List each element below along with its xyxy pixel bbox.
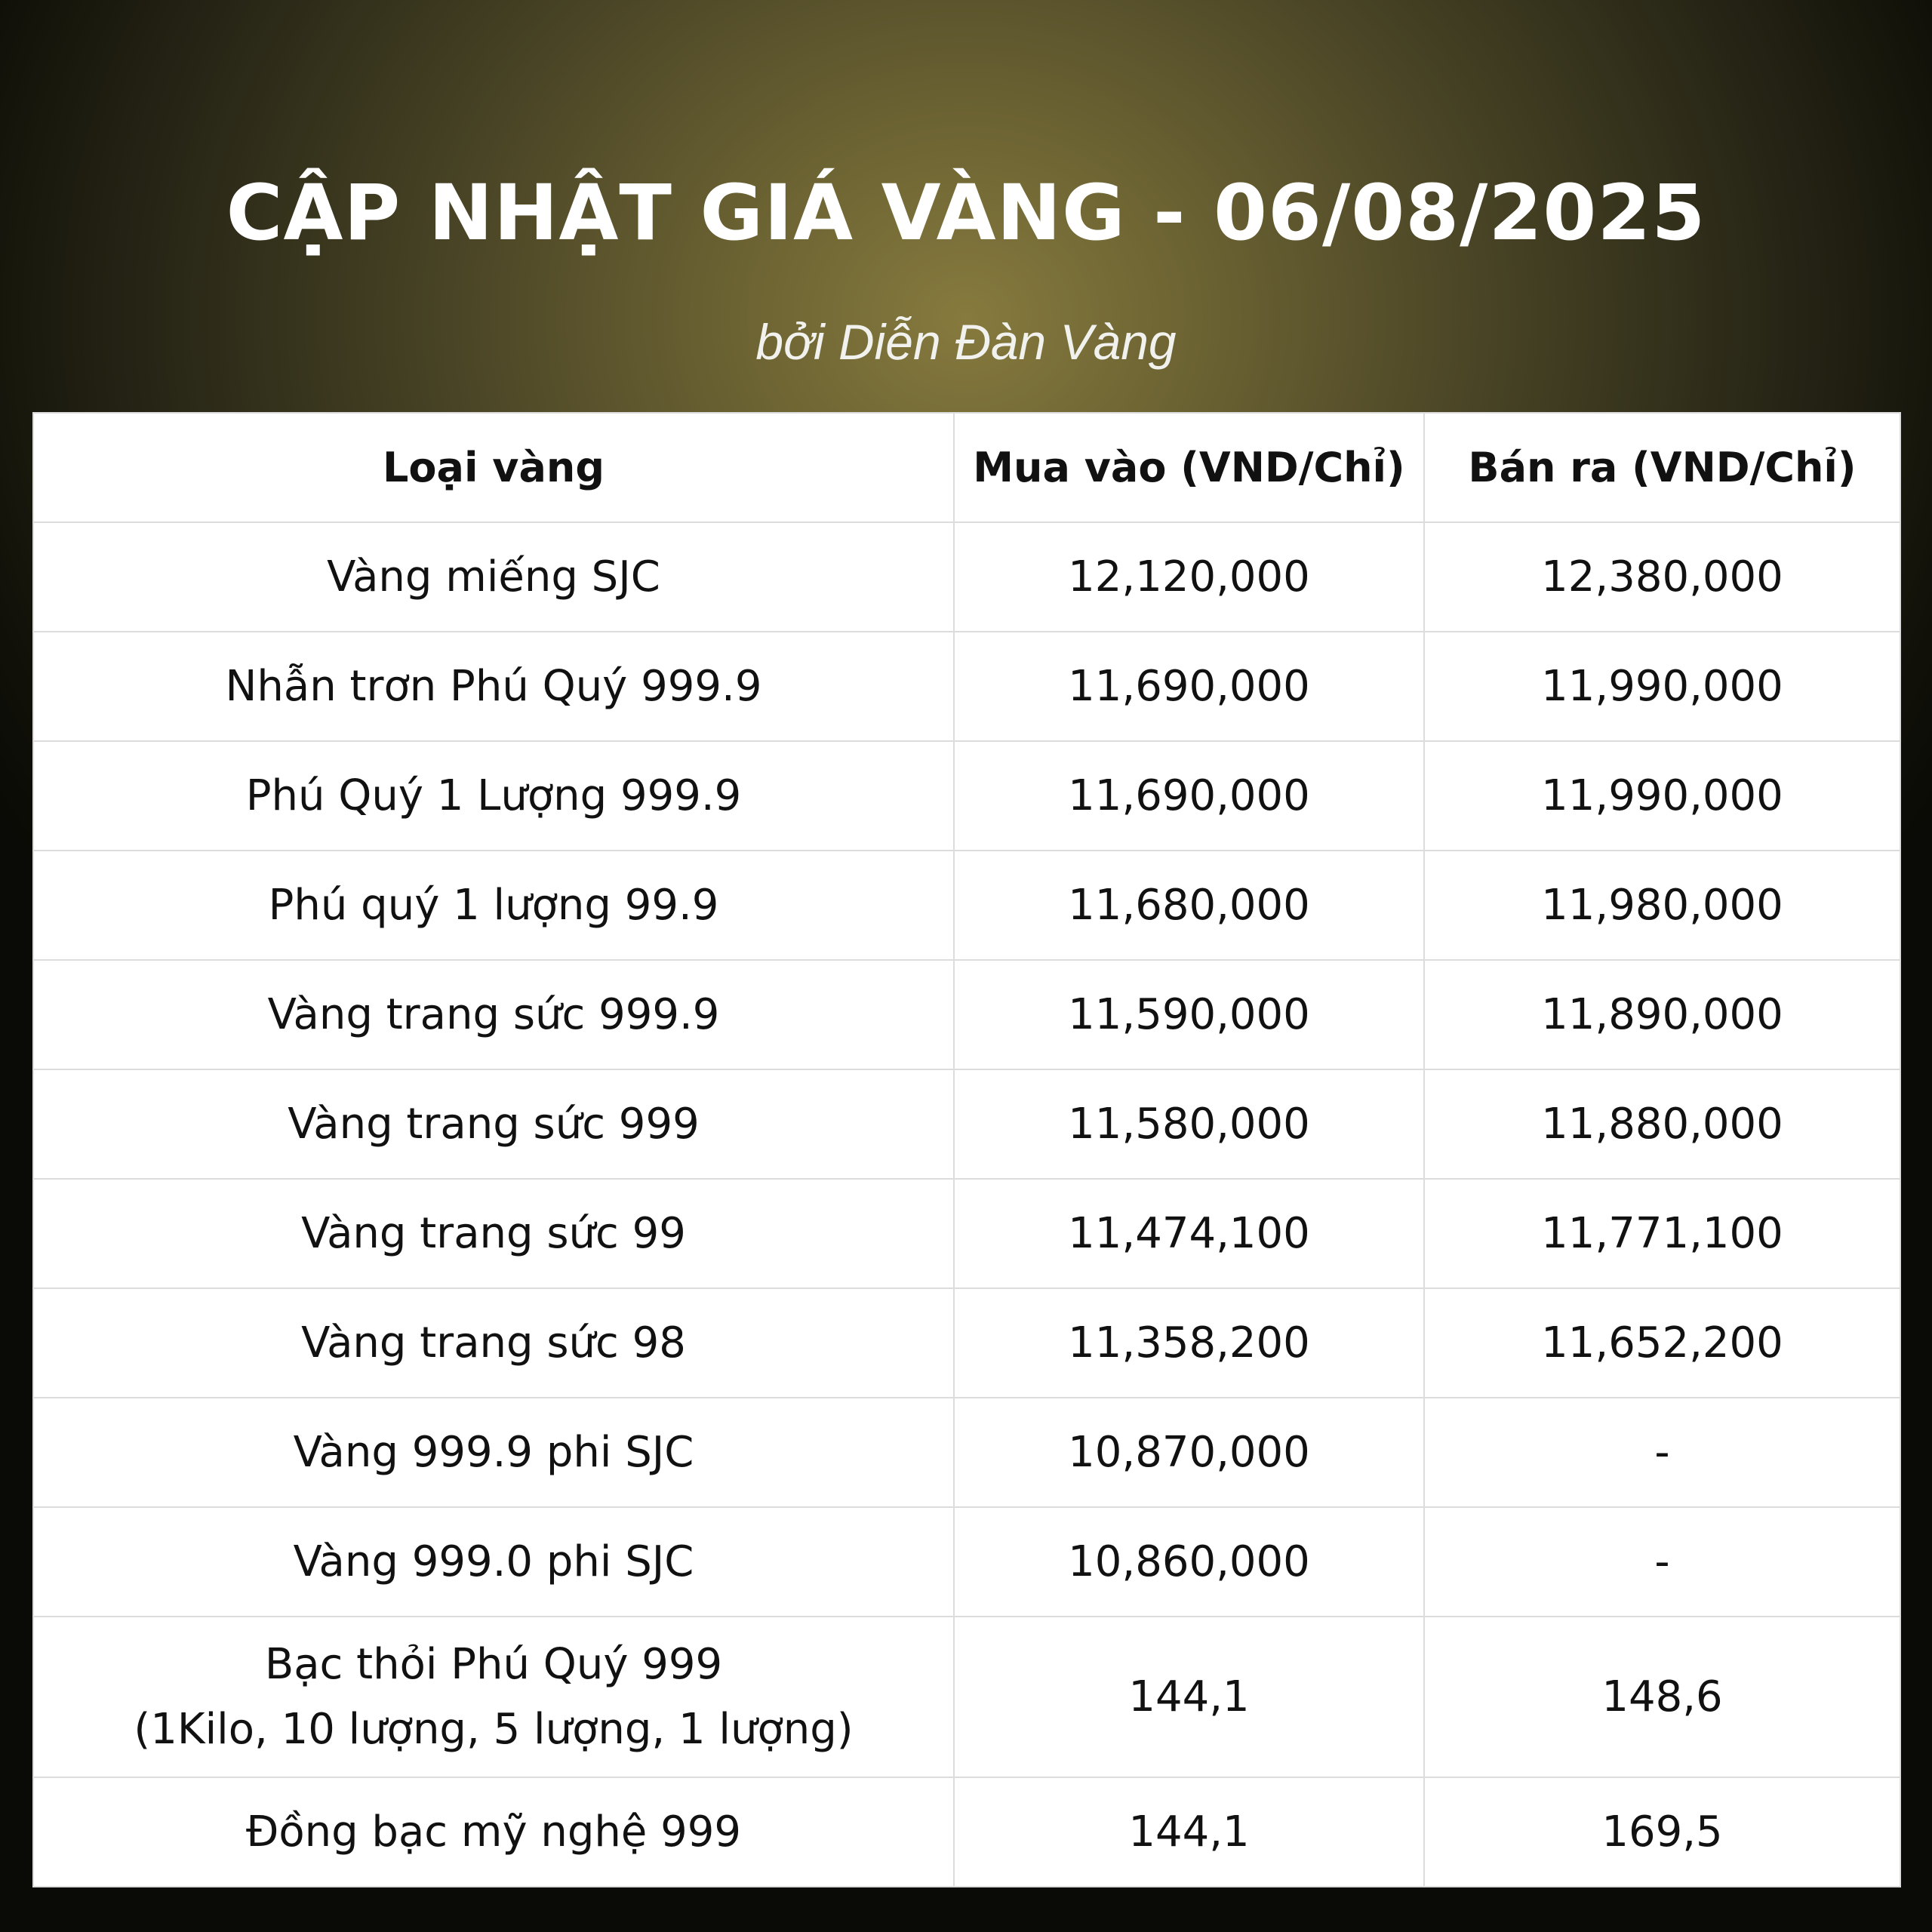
gold-type-cell: Vàng trang sức 999.9 — [33, 960, 954, 1069]
column-header-sell: Bán ra (VND/Chỉ) — [1424, 413, 1900, 522]
gold-type-cell: Nhẫn trơn Phú Quý 999.9 — [33, 632, 954, 741]
buy-price-cell: 11,690,000 — [954, 632, 1424, 741]
sell-price-cell: - — [1424, 1507, 1900, 1617]
buy-price-cell: 10,860,000 — [954, 1507, 1424, 1617]
table-row — [33, 522, 1900, 632]
table-row — [33, 1069, 1900, 1179]
sell-price-cell: 11,880,000 — [1424, 1069, 1900, 1179]
sell-price-cell: 12,380,000 — [1424, 522, 1900, 632]
buy-price-cell: 10,870,000 — [954, 1398, 1424, 1507]
table-row — [33, 1179, 1900, 1288]
gold-type-cell: Vàng 999.9 phi SJC — [33, 1398, 954, 1507]
column-header-buy: Mua vào (VND/Chỉ) — [954, 413, 1424, 522]
sell-price-cell: 11,990,000 — [1424, 632, 1900, 741]
page-title: CẬP NHẬT GIÁ VÀNG - 06/08/2025 — [226, 168, 1706, 258]
gold-type-cell: Vàng trang sức 999 — [33, 1069, 954, 1179]
buy-price-cell: 11,690,000 — [954, 741, 1424, 851]
table-row — [33, 741, 1900, 851]
table-header-row — [33, 413, 1900, 522]
buy-price-cell: 144,1 — [954, 1777, 1424, 1887]
sell-price-cell: 11,990,000 — [1424, 741, 1900, 851]
sell-price-cell: 11,980,000 — [1424, 851, 1900, 960]
gold-type-cell — [33, 1617, 954, 1777]
buy-price-cell: 11,474,100 — [954, 1179, 1424, 1288]
table-row — [33, 960, 1900, 1069]
gold-type-cell: Vàng 999.0 phi SJC — [33, 1507, 954, 1617]
gold-type-detail: (1Kilo, 10 lượng, 5 lượng, 1 lượng) — [134, 1704, 854, 1754]
gold-price-table — [32, 412, 1901, 1887]
column-header-gold-type: Loại vàng — [33, 413, 954, 522]
table-row — [33, 1617, 1900, 1777]
sell-price-cell: 11,652,200 — [1424, 1288, 1900, 1398]
table-row — [33, 632, 1900, 741]
gold-type-cell: Vàng miếng SJC — [33, 522, 954, 632]
buy-price-cell: 11,680,000 — [954, 851, 1424, 960]
buy-price-cell: 12,120,000 — [954, 522, 1424, 632]
table-row — [33, 1777, 1900, 1887]
sell-price-cell: 148,6 — [1424, 1617, 1900, 1777]
table-row — [33, 1398, 1900, 1507]
gold-type-cell: Phú quý 1 lượng 99.9 — [33, 851, 954, 960]
sell-price-cell: 169,5 — [1424, 1777, 1900, 1887]
gold-type-name: Bạc thỏi Phú Quý 999 — [264, 1639, 723, 1689]
gold-type-cell: Vàng trang sức 99 — [33, 1179, 954, 1288]
sell-price-cell: 11,890,000 — [1424, 960, 1900, 1069]
buy-price-cell: 11,590,000 — [954, 960, 1424, 1069]
sell-price-cell: - — [1424, 1398, 1900, 1507]
gold-type-cell: Phú Quý 1 Lượng 999.9 — [33, 741, 954, 851]
buy-price-cell: 11,358,200 — [954, 1288, 1424, 1398]
table-row — [33, 1288, 1900, 1398]
sell-price-cell: 11,771,100 — [1424, 1179, 1900, 1288]
gold-type-cell: Vàng trang sức 98 — [33, 1288, 954, 1398]
table-row — [33, 1507, 1900, 1617]
table-row — [33, 851, 1900, 960]
buy-price-cell: 11,580,000 — [954, 1069, 1424, 1179]
page-subtitle: bởi Diễn Đàn Vàng — [755, 314, 1177, 370]
gold-type-cell: Đồng bạc mỹ nghệ 999 — [33, 1777, 954, 1887]
buy-price-cell: 144,1 — [954, 1617, 1424, 1777]
